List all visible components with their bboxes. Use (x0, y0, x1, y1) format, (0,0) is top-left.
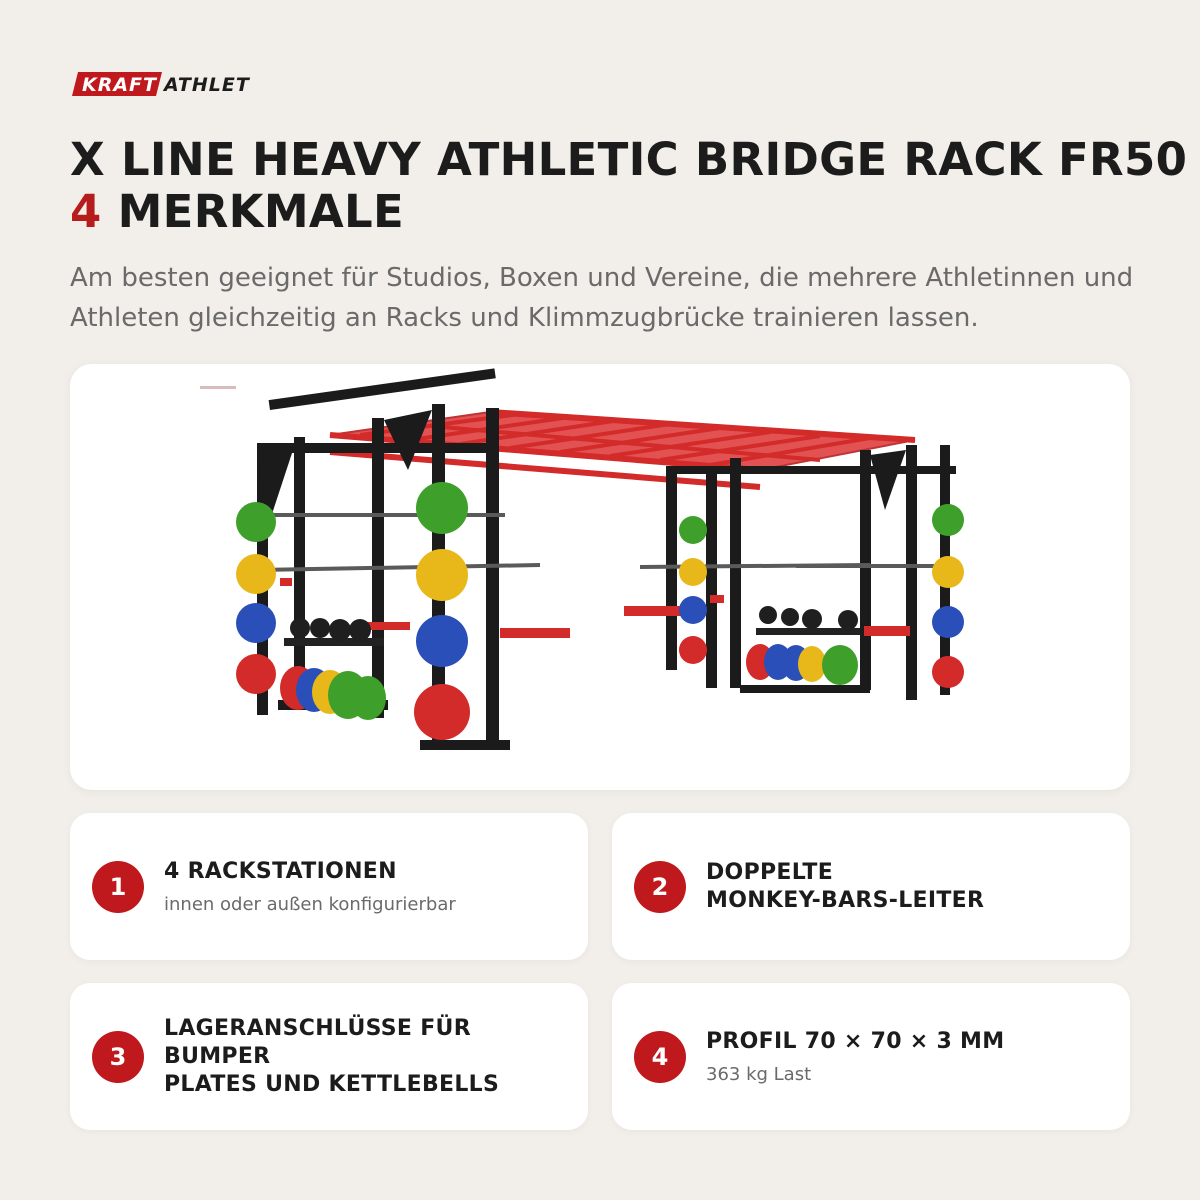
feature-subtitle: 363 kg Last (706, 1064, 812, 1085)
feature-title: PROFIL 70 × 70 × 3 MM (706, 1029, 1005, 1054)
bumper-stack-left (280, 666, 386, 720)
bridge-rack-illustration (70, 364, 1130, 790)
title-line-2: MERKMALE (101, 185, 405, 238)
page-subtitle: Am besten geeignet für Studios, Boxen und Vereine, die mehrere Athletinnen und Athleten gleichzeitig an Racks und Klimmzugbrücke trainieren lassen. (70, 263, 1134, 333)
feature-subtitle: innen oder außen konfigurierbar (164, 894, 456, 915)
feature-card-1 (70, 813, 588, 960)
number-badge: 1 (92, 861, 144, 913)
feature-count: 4 (70, 185, 102, 238)
number-badge: 4 (634, 1031, 686, 1083)
feature-card-4 (612, 983, 1130, 1130)
kraftathlet-logo (70, 70, 266, 98)
title-line-1: X LINE HEAVY ATHLETIC BRIDGE RACK FR50 (70, 133, 1188, 186)
svg-text:ATHLET: ATHLET (164, 74, 250, 96)
number-badge: 3 (92, 1031, 144, 1083)
svg-text:KRAFT: KRAFT (82, 74, 157, 96)
page-title (70, 134, 1187, 238)
feature-title: 4 RACKSTATIONEN (164, 859, 397, 884)
feature-card-2 (612, 813, 1130, 960)
feature-card-3 (70, 983, 588, 1130)
bumper-stack-right (746, 644, 858, 685)
feature-title: LAGERANSCHLÜSSE FÜR BUMPER PLATES UND KETTLEBELLS (164, 1015, 500, 1097)
product-image-card (70, 364, 1130, 790)
feature-title: DOPPELTE MONKEY-BARS-LEITER (706, 859, 985, 913)
number-badge: 2 (634, 861, 686, 913)
barbells (258, 515, 950, 570)
